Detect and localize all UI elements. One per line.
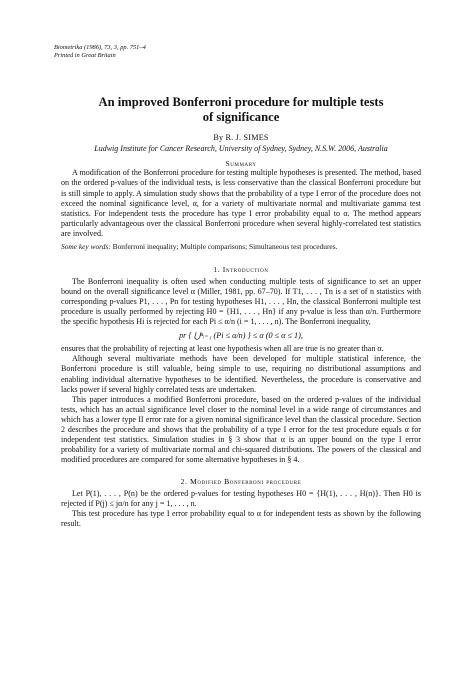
section-2-paragraph-2: This test procedure has type I error probability equal to α for independent tests as shown by the following result. — [61, 509, 421, 529]
section-1-paragraph-1: The Bonferroni inequality is often used when conducting multiple tests of significance to set an upper bound on the overall significance level α (Miller, 1981, pp. 67–70). If T1, . . . , Tn is a set of n statistics with corresponding p-values P1, . . . , Pn for testing hypotheses H1, . . . , Hn, the classical Bonferroni multiple test procedure is usually performed by rejecting H0 = {H1, . . . , Hn} if any p-value is less than α/n. Furthermore the specific hypothesis Hi is rejected for each Pi ≤ α/n (i = 1, . . . , n). The Bonferroni inequality, — [61, 277, 421, 327]
section-2-paragraph-1: Let P(1), . . . , P(n) be the ordered p-values for testing hypotheses H0 = {H(1), . . . , H(n)}. Then H0 is rejected if P(j) ≤ jα/n for any j = 1, . . . , n. — [61, 488, 421, 508]
keywords-label: Some key words: — [61, 241, 111, 251]
summary-heading: Summary — [225, 159, 257, 169]
journal-header — [54, 44, 421, 60]
author-line: By R. J. SIMES — [213, 133, 269, 143]
section-1-paragraph-2: Although several multivariate methods have been developed for multiple statistical inference, the Bonferroni procedure is still valuable, being simple to use, requiring no distributional assumptions and enabling individual alternative hypotheses to be identified. Nevertheless, the procedure is conservative and lacks power if several highly correlated tests are undertaken. — [61, 354, 421, 394]
section-1-paragraph-1-continued: ensures that the probability of rejecting at least one hypothesis when all are true is no greater than α. — [61, 344, 384, 354]
section-1-paragraph-3: This paper introduces a modified Bonferroni procedure, based on the ordered p-values of the individual tests, which has an actual significance level closer to the nominal level in a wide range of circumstances and which has a lower type II error rate for a given nominal significance level than the classical procedure. Section 2 describes the procedure and shows that the probability of a type I error for the test procedure equals α for independent test statistics. Simulation studies in § 3 show that α is an upper bound on the type I error probability for a variety of multivariate normal and chi-squared distributions. The powers of the classical and modified procedures are compared for some alternative hypotheses in § 4. — [61, 394, 421, 464]
section-2-heading: 2. Modified Bonferroni procedure — [180, 476, 302, 486]
section-1-heading: 1. Introduction — [213, 265, 269, 275]
paper-title — [61, 95, 421, 125]
printed-note: Printed in Great Britain — [54, 52, 116, 60]
summary-text: A modification of the Bonferroni procedure for testing multiple hypotheses is presented. The method, based on the ordered p-values of the individual tests, is less conservative than the classical Bonferroni procedure but is still simple to apply. A simulation study shows that the probability of a type I error of the procedure does not exceed the nominal significance level, α, for a variety of multivariate normal and multivariate gamma test statistics. For independent tests the procedure has type I error probability equal to α. The method appears particularly advantageous over the classical Bonferroni procedure when several highly-correlated test statistics are involved. — [61, 168, 421, 238]
keywords-text: Bonferroni inequality; Multiple comparisons; Simultaneous test procedures. — [112, 241, 338, 251]
keywords — [61, 242, 421, 251]
journal-citation: Biometrika (1986), 73, 3, pp. 751–4 — [54, 44, 146, 51]
title-line-2: of significance — [202, 110, 280, 125]
bonferroni-equation: pr { ⋃ⁿᵢ₌₁ (Pi ≤ α/n) } ≤ α (0 ≤ α ≤ 1), — [179, 331, 303, 341]
text-column — [54, 44, 421, 529]
title-line-1: An improved Bonferroni procedure for multiple tests — [98, 95, 384, 110]
affiliation: Ludwig Institute for Cancer Research, University of Sydney, Sydney, N.S.W. 2006, Australia — [94, 144, 388, 154]
